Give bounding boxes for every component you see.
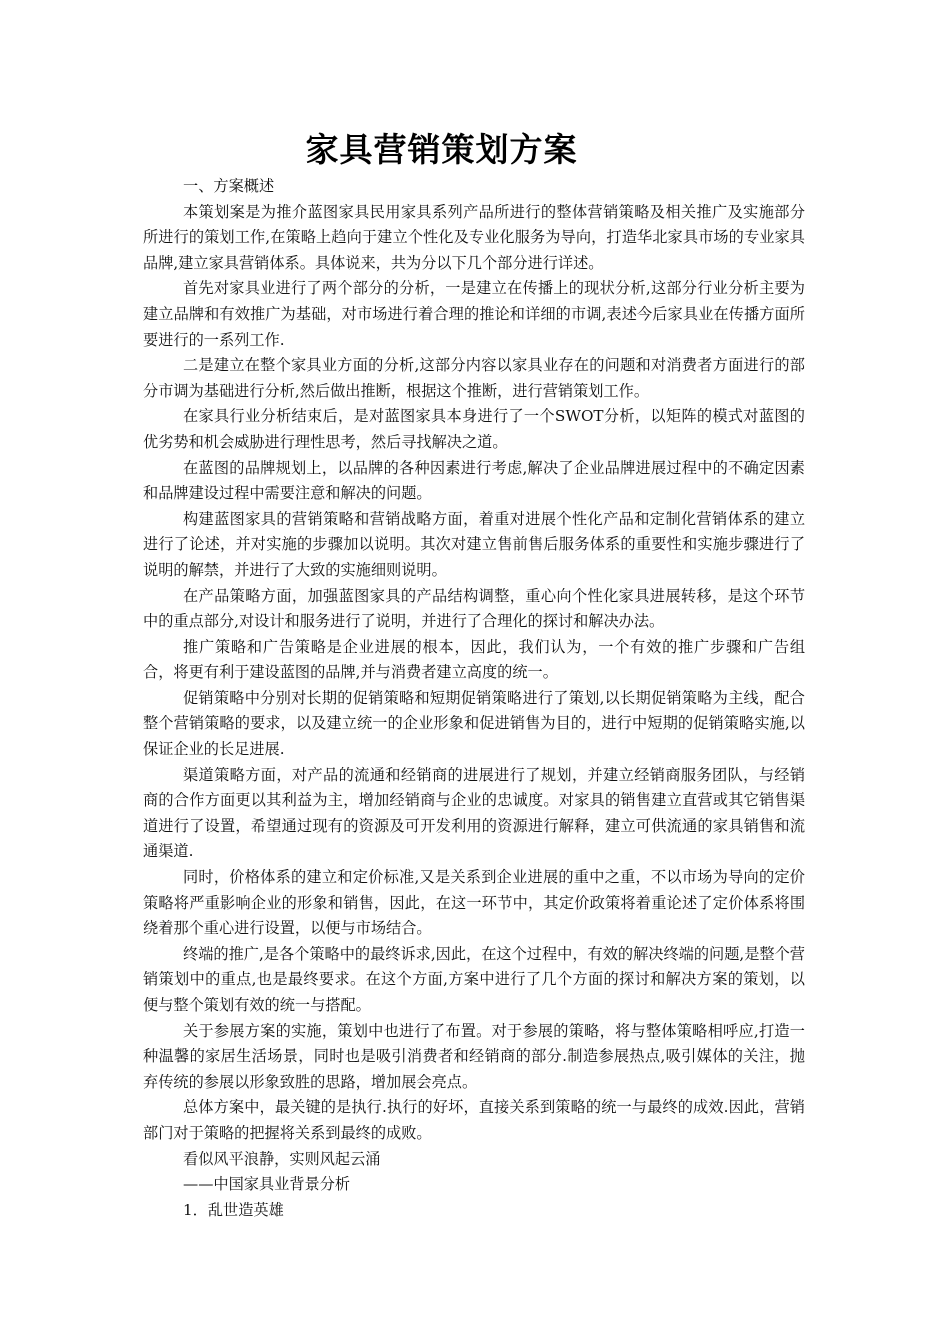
paragraph: 二是建立在整个家具业方面的分析,这部分内容以家具业存在的问题和对消费者方面进行的部分市调为基础进行分析,然后做出推断，根据这个推断，进行营销策划工作。: [143, 356, 805, 400]
paragraph: 在产品策略方面，加强蓝图家具的产品结构调整，重心向个性化家具进展转移，是这个环节中的重点部分,对设计和服务进行了说明，并进行了合理化的探讨和解决办法。: [143, 586, 805, 631]
paragraph: 构建蓝图家具的营销策略和营销战略方面，着重对进展个性化产品和定制化营销体系的建立进行了论述，并对实施的步骤加以说明。其次对建立售前售后服务体系的重要性和实施步骤进行了说明的解禁，并进行了大致的实施细则说明。: [143, 509, 805, 579]
paragraph: 首先对家具业进行了两个部分的分析，一是建立在传播上的现状分析,这部分行业分析主要为建立品牌和有效推广为基础，对市场进行着合理的推论和详细的市调,表述今后家具业在传播方面所要进行的一系列工作.: [143, 279, 805, 349]
paragraph: 关于参展方案的实施，策划中也进行了布置。对于参展的策略，将与整体策略相呼应,打造一种温馨的家居生活场景，同时也是吸引消费者和经销商的部分.制造参展热点,吸引媒体的关注，抛弃传统的参展以形象致胜的思路，增加展会亮点。: [143, 1021, 805, 1091]
paragraph: 本策划案是为推介蓝图家具民用家具系列产品所进行的整体营销策略及相关推广及实施部分所进行的策划工作,在策略上趋向于建立个性化及专业化服务为导向，打造华北家具市场的专业家具品牌,建立家具营销体系。具体说来，共为分以下几个部分进行详述。: [143, 202, 805, 272]
paragraph: 在蓝图的品牌规划上，以品牌的各种因素进行考虑,解决了企业品牌进展过程中的不确定因素和品牌建设过程中需要注意和解决的问题。: [143, 458, 805, 503]
paragraph: 促销策略中分别对长期的促销策略和短期促销策略进行了策划,以长期促销策略为主线，配合整个营销策略的要求，以及建立统一的企业形象和促进销售为目的，进行中短期的促销策略实施,以保证企业的长足进展.: [143, 688, 805, 759]
paragraph: 终端的推广,是各个策略中的最终诉求,因此，在这个过程中，有效的解决终端的问题,是整个营销策划中的重点,也是最终要求。在这个方面,方案中进行了几个方面的探讨和解决方案的策划，以便与整个策划有效的统一与搭配。: [143, 944, 805, 1014]
paragraph: 在家具行业分析结束后，是对蓝图家具本身进行了一个SWOT分析，以矩阵的模式对蓝图的优劣势和机会威胁进行理性思考，然后寻找解决之道。: [143, 407, 805, 451]
section-heading-overview: 一、方案概述: [183, 177, 275, 195]
section-subtitle: ——中国家具业背景分析: [183, 1175, 351, 1194]
section-tagline: 看似风平浪静，实则风起云涌: [183, 1149, 381, 1168]
document-body: [143, 174, 805, 1223]
section-heading-numbered: 1．乱世造英雄: [183, 1200, 284, 1219]
document-title: 家具营销策划方案: [305, 130, 578, 169]
paragraph: 同时，价格体系的建立和定价标准,又是关系到企业进展的重中之重，不以市场为导向的定价策略将严重影响企业的形象和销售，因此，在这一环节中，其定价政策将着重论述了定价体系将围绕着那个重心进行设置，以便与市场结合。: [143, 868, 805, 938]
paragraph: 渠道策略方面，对产品的流通和经销商的进展进行了规划，并建立经销商服务团队，与经销商的合作方面更以其利益为主，增加经销商与企业的忠诚度。对家具的销售建立直营或其它销售渠道进行了设置，希望通过现有的资源及可开发利用的资源进行解释，建立可供流通的家具销售和流通渠道.: [143, 765, 805, 861]
paragraph: 推广策略和广告策略是企业进展的根本，因此，我们认为，一个有效的推广步骤和广告组合，将更有利于建设蓝图的品牌,并与消费者建立高度的统一。: [143, 637, 805, 682]
paragraph: 总体方案中，最关键的是执行.执行的好坏，直接关系到策略的统一与最终的成效.因此，营销部门对于策略的把握将关系到最终的成败。: [143, 1098, 805, 1142]
